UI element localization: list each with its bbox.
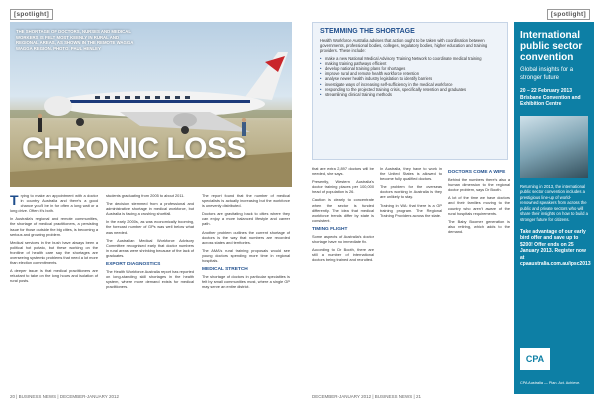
paragraph: The report found that the number of medical specialists is actually increasing but the workforce is unevenly distributed. (202, 193, 290, 209)
paragraph: Doctors are gravitating back to cities where they can enjoy a more balanced lifestyle and career path. (202, 211, 290, 227)
list-item: • making training pathways efficient (320, 61, 500, 66)
paragraph: The Baby Boomer generation is also retiring, which adds to the demand. (448, 218, 510, 234)
feature-photo (10, 22, 292, 187)
paragraph: rying to make an appointment with a doctor in country Australia and there's a good chance you'll be in for often a long wait or a long drive. Often it's both. (10, 193, 98, 214)
section-tag-right: [spotlight] (547, 9, 590, 20)
folio-right: DECEMBER-JANUARY 2012 | BUSINESS NEWS | 21 (312, 394, 421, 399)
subheading: TIMING FLIGHT (312, 226, 348, 232)
paragraph: A lot of the time we have doctors and their families moving to the country who aren't aware of the rural hospitals requirements. (448, 195, 510, 216)
stemming-shortage-box (312, 22, 508, 160)
paragraph: Another problem outlines the current shortage of doctors is the way that numbers are recorded across states and territories. (202, 229, 290, 245)
paragraph: A deeper issue is that medical practitioners are reluctant to take on the long hours and isolation of rural posts. (10, 268, 98, 284)
subheading: DOCTORS COME A WIFE (448, 170, 506, 175)
ad-organisation: CPA Australia — Plan. Act. Achieve. (520, 381, 581, 386)
paragraph: Caution is clearly to concentrate when the sector is funded differently. The idea that medical workforce trends differ by state is consistent. (312, 197, 374, 223)
paragraph: The problem for the overseas doctors working in Australia is they are unlikely to stay. (380, 184, 442, 200)
left-column-2 (106, 193, 194, 398)
list-item: • develop national training plans for shortages (320, 66, 500, 71)
list-item: • analyse newer health industry legislation to identify barriers (320, 76, 500, 81)
paragraph: In Australia, they have to work in the United States is allowed to become fully qualified doctors. (380, 166, 442, 182)
infobox-list (320, 56, 500, 98)
paragraph: Presently, Western Australia's doctor training places per 100,000 head of population is 26. (312, 179, 374, 195)
ad-title: International public sector convention (520, 30, 583, 63)
subheading: EXPORT DIAGNOSTICS (106, 262, 161, 268)
paragraph: Training in WA: that there is a GP training program. The Regional Training Providers across the state. (380, 202, 442, 218)
cpa-logo: CPA (520, 348, 550, 370)
ad-dates: 20 – 22 February 2013 Brisbane Convention and Exhibition Centre (520, 88, 581, 107)
right-page (300, 0, 600, 403)
list-item: • make a new National Medical Advisory Training Network to coordinate medical training (320, 56, 500, 61)
paragraph: In Australia's regional and remote communities, the shortage of medical practitioners, a persisting issue for those outside the big cities, is becoming a serious and growing problem. (10, 216, 98, 237)
folio-left: 20 | BUSINESS NEWS | DECEMBER-JANUARY 2012 (10, 394, 119, 399)
ad-call-to-action[interactable]: Take advantage of our early bird offer and save up to $200! Offer ends on 25 January 2013. Register now at cpaaustralia.com.au/ipsc2013 (520, 228, 591, 268)
ad-photo (520, 116, 588, 178)
ad-subtitle: Global insights for a stronger future (520, 67, 574, 81)
list-item: • investigate ways of increasing self-sufficiency in the medical workforce (320, 82, 500, 87)
paragraph: The decision stemmed from a professional and administrative shortage in medical workforce, but Australia is facing a crushing shortfall. (106, 201, 194, 217)
paragraph: The AMA's rural training proposals would see young doctors spending more time in regional hospitals. (202, 247, 290, 264)
paragraph: The shortage of doctors in particular specialties is felt by small communities most, where a single GP may serve an entire district. (202, 274, 290, 290)
ad-body: Returning in 2013, the international public sector convention includes a prestigious line-up of world-renowned speakers from across the public and private sectors who will share their insights on how to build a stronger future for citizens. (520, 183, 588, 223)
section-tag-left: [spotlight] (10, 9, 53, 20)
drop-cap: T (10, 192, 19, 208)
paragraph: students graduating from 2005 to about 2011. (106, 193, 185, 198)
paragraph: In the early 2000s, as was economically booming, the forecast number of GPs was well below what was needed. (106, 219, 194, 235)
paragraph: The Health Workforce Australia report has reported on long-standing skill shortages in the health system, where more demand exists for medical practitioners. (106, 269, 194, 290)
right-column-3 (448, 166, 510, 237)
list-item: • improve rural and remote health workforce retention (320, 71, 500, 76)
subheading: MEDICAL STRETCH (202, 267, 248, 273)
paragraph: that are extra 2,897 doctors will be needed, she says. (312, 166, 374, 177)
right-column-2 (380, 166, 442, 221)
left-column-3 (202, 193, 290, 398)
cpa-advertisement[interactable] (514, 22, 594, 394)
paragraph: The Australian Medical Workforce Advisory Committee recognised early that doctor numbers in rural areas were shrinking because of the lack of graduates. (106, 237, 194, 258)
paragraph: According to Dr Booth, there are still a number of international doctors being trained and recruited. (312, 247, 374, 263)
paragraph: Medical services in the bush have always been a political hot potato, but these working on the frontline of health care say the shortages are overseeing systemic problems that need a lot more than election commitments. (10, 239, 99, 266)
infobox-title: STEMMING THE SHORTAGE (320, 28, 415, 35)
paragraph: Some aspects of Australia's doctor shortage have no immediate fix. (312, 234, 374, 245)
photo-caption: THE SHORTAGE OF DOCTORS, NURSES AND MEDICAL WORKERS IS FELT MOST KEENLY IN RURAL AND REGIONAL AREAS, AS SHOWN IN THE REMOTE WAGGA WAGGA REGION. PHOTO: PAUL HENLEY (16, 29, 134, 51)
list-item: • responding to the projected training crisis, specifically retention and graduates (320, 87, 500, 92)
left-column-1 (10, 193, 98, 398)
paragraph: Behind the numbers there's also a human dimension to the regional doctor problem, says Dr Booth. (448, 177, 510, 193)
infobox-intro: Health Workforce Australia advises that action ought to be taken with coordination between governments, professional bodies, colleges, regulatory bodies, higher education and training providers. These include: (320, 38, 488, 54)
article-headline: CHRONIC LOSS (22, 132, 247, 165)
list-item: • streamlining clinical training methods (320, 92, 500, 97)
right-column-1 (312, 166, 374, 266)
